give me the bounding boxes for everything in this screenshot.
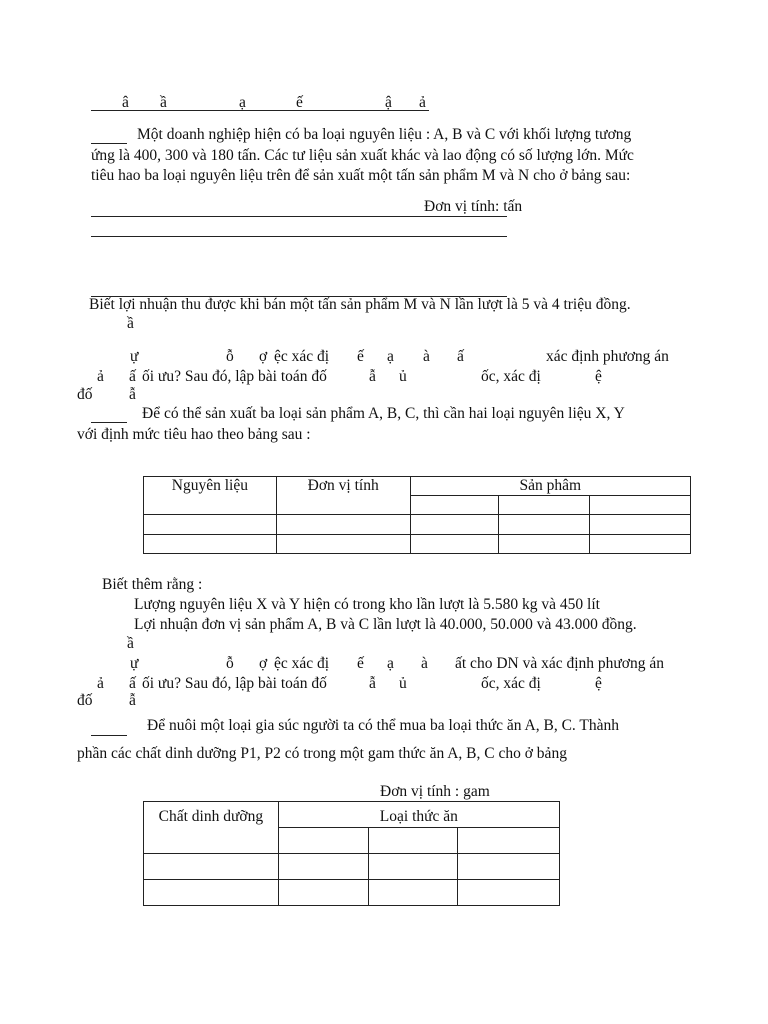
table-cell [410, 496, 499, 515]
table-cell [590, 515, 691, 535]
text-fragment: ẫ [129, 386, 136, 403]
profit-text: Biết lợi nhuận thu được khi bán một tấn sản phẩm M và N lần lượt là 5 và 4 triệu đồng. [89, 296, 631, 313]
text-fragment: ốc, xác đị [481, 675, 541, 692]
problem2-text: Biết thêm rằng : [102, 576, 203, 593]
problem-number-blank [91, 422, 127, 423]
text-fragment: ối ưu? Sau đó, lập bài toán đố [142, 368, 327, 385]
table-header-cell: Loại thức ăn [278, 802, 559, 828]
unit-label: Đơn vị tính: tấn [424, 198, 523, 215]
text-fragment: ốc, xác đị [481, 368, 541, 385]
header-fragment: â [122, 94, 129, 111]
table-cell [499, 496, 590, 515]
text-fragment: đố [77, 386, 93, 403]
problem1-text: Một doanh nghiệp hiện có ba loại nguyên liệu : A, B và C với khối lượng tương [137, 126, 632, 143]
text-fragment: ế [357, 655, 364, 672]
table-header-cell: Sản phâm [410, 477, 690, 496]
problem-number-blank [91, 735, 127, 736]
table-header-cell: Nguyên liệu [144, 477, 277, 515]
table-cell [410, 515, 499, 535]
header-fragment: ậ [385, 94, 392, 111]
table-rule [91, 236, 507, 237]
text-fragment: ế [357, 348, 364, 365]
problem-number-blank [91, 143, 127, 144]
table-cell [410, 535, 499, 554]
table-cell [458, 854, 560, 880]
table-cell [369, 828, 458, 854]
text-fragment: ẫ [369, 368, 376, 385]
header-fragment: ầ [160, 94, 167, 111]
text-fragment: ấ [457, 348, 464, 365]
text-fragment: ối ưu? Sau đó, lập bài toán đố [142, 675, 327, 692]
text-fragment: ệ [595, 368, 602, 385]
nutrients-table [143, 801, 560, 906]
table-cell [499, 535, 590, 554]
materials-table [143, 476, 691, 554]
text-fragment: à [423, 348, 430, 365]
text-fragment: à [421, 655, 428, 672]
text-fragment: ủ [399, 368, 407, 385]
text-fragment: ẫ [369, 675, 376, 692]
text-fragment: ấ [129, 675, 136, 692]
table-header-cell: Chất dinh dưỡng [144, 802, 279, 854]
problem3-text: Để nuôi một loại gia súc người ta có thể mua ba loại thức ăn A, B, C. Thành [147, 717, 619, 734]
table-cell [144, 880, 279, 906]
table-header-cell: Đơn vị tính [276, 477, 410, 515]
text-fragment: ự [130, 348, 139, 365]
text-fragment: ầ [127, 315, 134, 332]
table-cell [276, 535, 410, 554]
unit-label: Đơn vị tính : gam [380, 783, 490, 800]
table-cell [369, 880, 458, 906]
header-fragment: ế [296, 94, 303, 111]
text-fragment: ợ [259, 655, 268, 672]
table-cell [276, 515, 410, 535]
table-cell [278, 828, 369, 854]
text-fragment: ỗ [226, 655, 234, 672]
text-fragment: ả [97, 675, 104, 692]
problem1-text: ứng là 400, 300 và 180 tấn. Các tư liệu sản xuất khác và lao động có số lượng lớn. Mức [91, 147, 634, 164]
text-fragment: ạ [387, 655, 394, 672]
table-cell [369, 854, 458, 880]
text-fragment: ẫ [129, 692, 136, 709]
problem2-text: Lượng nguyên liệu X và Y hiện có trong kho lần lượt là 5.580 kg và 450 lít [134, 596, 600, 613]
table-cell [144, 535, 277, 554]
text-fragment: ất cho DN và xác định phương án [455, 655, 665, 672]
problem2-text: với định mức tiêu hao theo bảng sau : [77, 426, 311, 443]
text-fragment: đố [77, 692, 93, 709]
header-fragment: ạ [239, 94, 246, 111]
header-underline [91, 110, 429, 111]
text-fragment: ợ [259, 348, 268, 365]
problem2-text: Để có thể sản xuất ba loại sản phẩm A, B, C, thì cần hai loại nguyên liệu X, Y [142, 405, 625, 422]
problem1-text: tiêu hao ba loại nguyên liệu trên để sản xuất một tấn sản phẩm M và N cho ở bảng sau: [91, 167, 631, 184]
text-fragment: ủ [399, 675, 407, 692]
table-cell [590, 496, 691, 515]
table-cell [590, 535, 691, 554]
table-cell [499, 515, 590, 535]
problem3-text: phần các chất dinh dưỡng P1, P2 có trong một gam thức ăn A, B, C cho ở bảng [77, 745, 567, 762]
text-fragment: ệc xác đị [274, 348, 330, 365]
text-fragment: xác định phương án [546, 348, 669, 365]
problem2-text: Lợi nhuận đơn vị sản phẩm A, B và C lần lượt là 40.000, 50.000 và 43.000 đồng. [134, 616, 637, 633]
table-rule [91, 216, 507, 217]
text-fragment: ệc xác đị [274, 655, 330, 672]
table-cell [144, 515, 277, 535]
text-fragment: ự [130, 655, 139, 672]
text-fragment: ệ [595, 675, 602, 692]
table-cell [278, 854, 369, 880]
table-cell [458, 880, 560, 906]
header-fragment: ả [419, 94, 426, 111]
text-fragment: ỗ [226, 348, 234, 365]
text-fragment: ấ [129, 368, 136, 385]
table-cell [278, 880, 369, 906]
table-cell [458, 828, 560, 854]
text-fragment: ả [97, 368, 104, 385]
table-cell [144, 854, 279, 880]
text-fragment: ạ [387, 348, 394, 365]
text-fragment: ầ [127, 635, 134, 652]
